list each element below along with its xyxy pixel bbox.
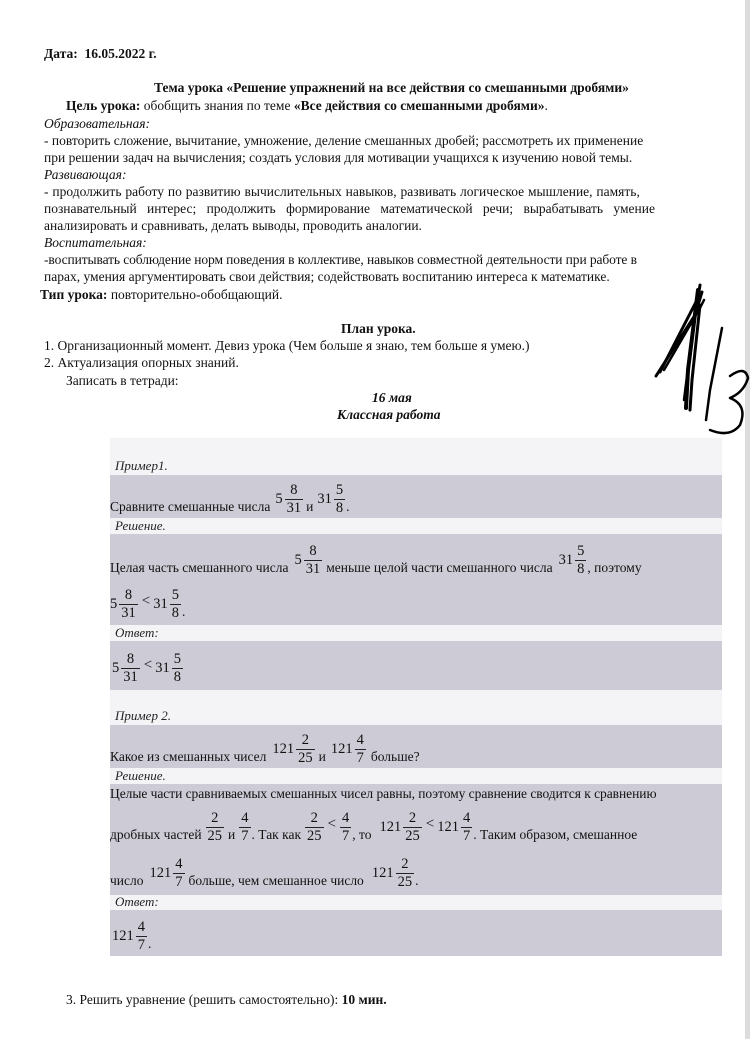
plan-item: 1. Организационный момент. Девиз урока (Чем больше я знаю, тем больше я умею.) <box>44 338 530 353</box>
mixed-number: 121 $\frac{4}{7}$ <box>330 732 364 766</box>
date-label: Дата: <box>44 46 78 61</box>
objective-educational-title: Образовательная: <box>44 116 151 131</box>
objective-educational-line: при решении задач на вычисления; создать условия для мотивации учащихся к изучению новой темы. <box>44 150 633 165</box>
handwritten-grade-mark <box>640 280 750 440</box>
lesson-topic: Тема урока «Решение упражнений на все действия со смешанными дробями» <box>154 80 629 95</box>
notebook-work-title: Классная работа <box>337 407 441 422</box>
date-value: 16.05.2022 г. <box>84 46 157 61</box>
objective-upbringing-line: парах, умения аргументировать свои действия; содействовать воспитанию интереса к математике. <box>44 269 610 284</box>
objective-upbringing-title: Воспитательная: <box>44 235 147 250</box>
example-1-solution-label-row: Решение. <box>110 518 722 534</box>
plan-note: Записать в тетради: <box>66 373 179 388</box>
example-2-answer-row: 121 $\frac{4}{7}$ . <box>110 910 722 956</box>
example-1-solution-row: Целая часть смешанного числа 5 $\frac{8}{31}$ меньше целой части смешанного числа 31 $\frac{5}{8}$ , поэтому 5 $\frac{8}{31}$ < 31 $\frac{5}{8}$ . <box>110 534 722 625</box>
example-2-title: Пример 2. <box>115 708 171 723</box>
date-line <box>44 46 157 62</box>
example-1-title-row <box>110 438 722 475</box>
mixed-number: 5 $\frac{8}{31}$ <box>294 543 321 577</box>
mixed-number: 31 $\frac{5}{8}$ <box>558 543 585 577</box>
mixed-number: 31 $\frac{5}{8}$ <box>317 482 344 516</box>
example-2-answer-label-row: Ответ: <box>110 895 722 910</box>
example-2-solution-row: Целые части сравниваемых смешанных чисел равны, поэтому сравнение сводится к сравнению дробных частей $\frac{2}{25}$ и $\frac{4}{7}$ . Так как $\frac{2}{25}$ < $\frac{4}{7}$ , то 121 $\frac{2}{25}$ < 121 $\frac{4}{7}$ . Таким образом, смешанное число 121 $\frac{4}{7}$ больше, чем смешанное число 121 $\frac{2}{25}$ . <box>110 784 722 895</box>
example-2-title-row <box>110 690 722 725</box>
page-edge <box>745 0 750 1039</box>
objective-developing-line: познавательный интерес; продолжить формирование математической речи; вырабатывать умение <box>44 201 655 216</box>
example-1-task-text: Сравните смешанные числа <box>110 499 271 514</box>
objective-educational-line: - повторить сложение, вычитание, умножение, деление смешанных дробей; рассмотреть их применение <box>44 133 644 148</box>
objective-upbringing-line: -воспитывать соблюдение норм поведения в коллективе, навыков совместной деятельности при работе в <box>44 252 637 267</box>
example-1-answer-label-row: Ответ: <box>110 625 722 641</box>
examples-table <box>110 438 722 956</box>
example-1-title: Пример1. <box>115 458 168 473</box>
plan-item-3: 3. Решить уравнение (решить самостоятельно): 10 мин. <box>66 992 387 1007</box>
example-1-inequality: 5 $\frac{8}{31}$ < 31 $\frac{5}{8}$ . <box>110 587 186 621</box>
notebook-date: 16 мая <box>372 390 412 405</box>
example-1-answer-row: 5 $\frac{8}{31}$ < 31 $\frac{5}{8}$ <box>110 641 722 690</box>
lesson-type: Тип урока: повторительно-обобщающий. <box>40 287 283 302</box>
example-1-task-row: Сравните смешанные числа 5 $\frac{8}{31}$ и 31 $\frac{5}{8}$ . <box>110 475 722 518</box>
objective-developing-line: - продолжить работу по развитию вычислительных навыков, развивать логическое мышление, память, <box>44 184 640 199</box>
plan-title: План урока. <box>341 321 416 336</box>
mixed-number: 121 $\frac{2}{25}$ <box>272 732 313 766</box>
objective-developing-line: анализировать и сравнивать, делать выводы, проводить аналогии. <box>44 218 422 233</box>
plan-item: 2. Актуализация опорных знаний. <box>44 355 239 370</box>
example-2-task-row: Какое из смешанных чисел 121 $\frac{2}{25}$ и 121 $\frac{4}{7}$ больше? <box>110 725 722 768</box>
objective-developing-title: Развивающая: <box>44 167 127 182</box>
example-2-solution-label-row: Решение. <box>110 768 722 784</box>
mixed-number: 5 $\frac{8}{31}$ <box>275 482 302 516</box>
lesson-goal: Цель урока: обобщить знания по теме «Все действия со смешанными дробями». <box>66 98 548 113</box>
